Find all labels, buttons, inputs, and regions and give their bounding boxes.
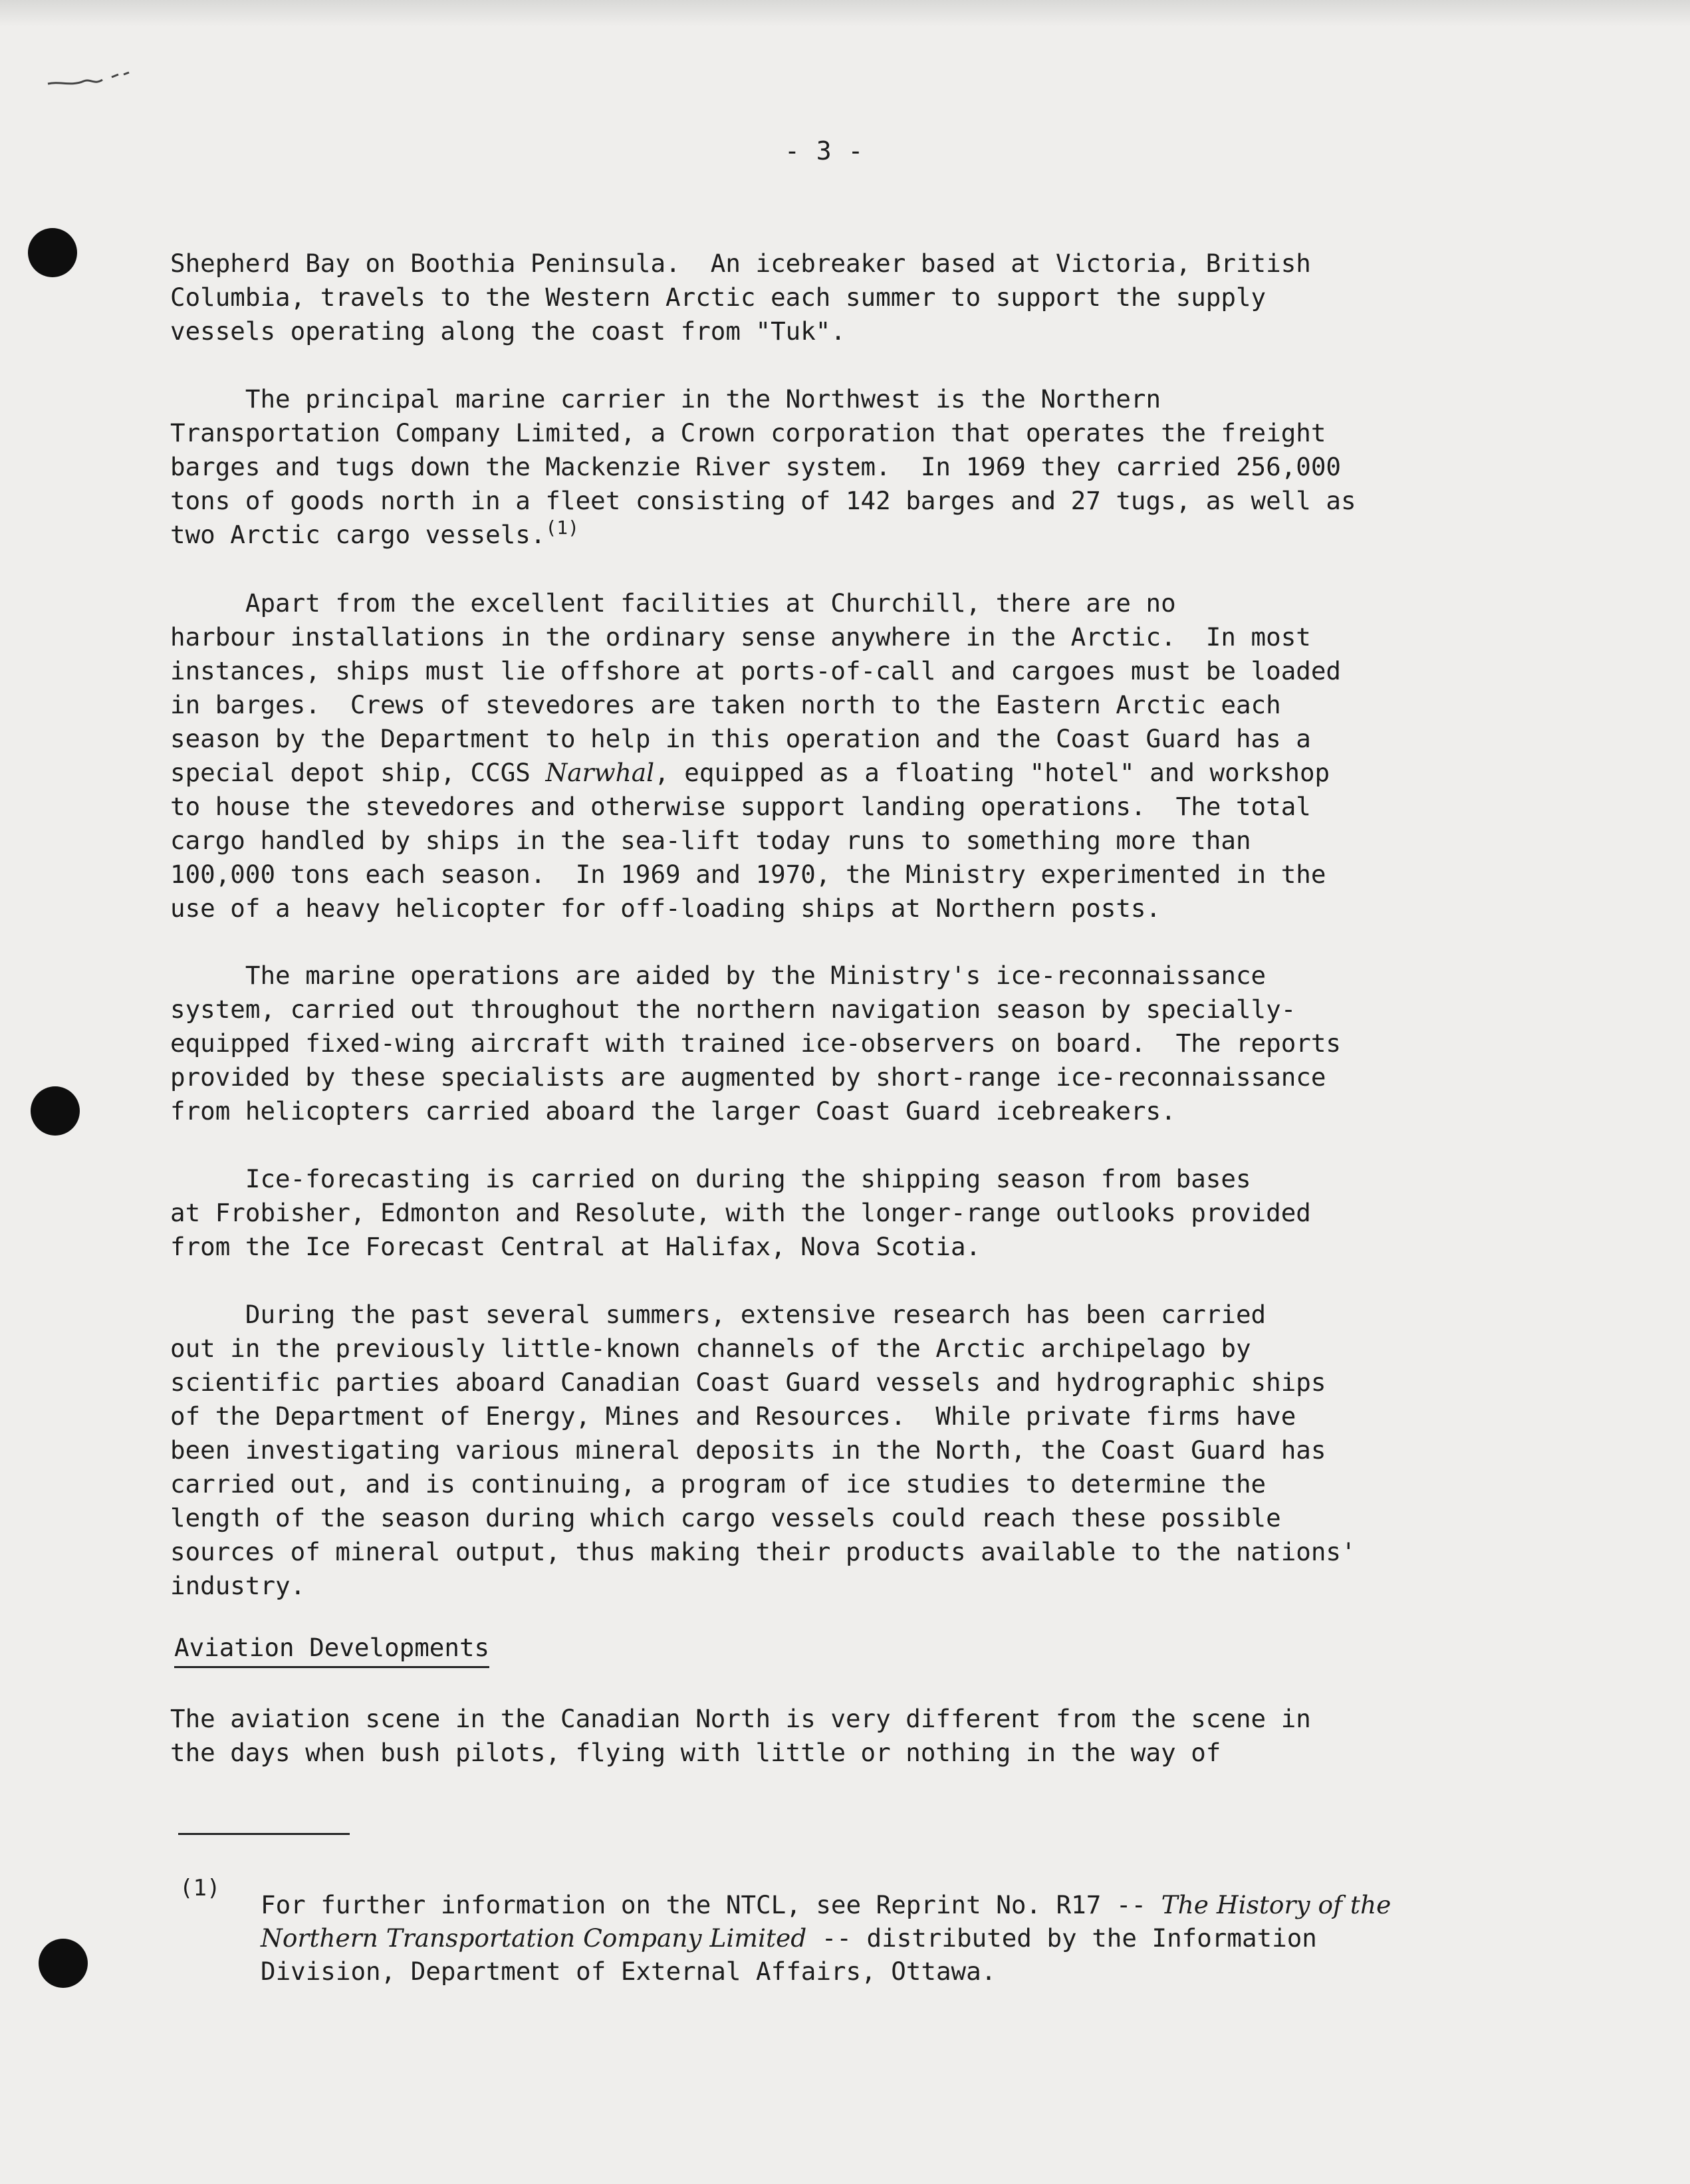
- text-line: of the Department of Energy, Mines and Resources. While private firms have: [170, 1401, 1296, 1431]
- text-line: barges and tugs down the Mackenzie River system. In 1969 they carried 256,000: [170, 452, 1341, 481]
- text-line: length of the season during which cargo vessels could reach these possible: [170, 1503, 1281, 1532]
- text-line: Ice-forecasting is carried on during the shipping season from bases: [170, 1164, 1251, 1193]
- text-line: Columbia, travels to the Western Arctic each summer to support the supply: [170, 283, 1267, 312]
- text-line: The marine operations are aided by the Ministry's ice-reconnaissance: [170, 961, 1267, 990]
- text-line: season by the Department to help in this operation and the Coast Guard has a: [170, 724, 1311, 753]
- aviation-paragraph: [170, 1702, 1500, 1770]
- footnote-line: Division, Department of External Affairs, Ottawa.: [261, 1957, 997, 1986]
- text-line: During the past several summers, extensive research has been carried: [170, 1300, 1267, 1329]
- text-line: to house the stevedores and otherwise support landing operations. The total: [170, 792, 1311, 821]
- text-line: two Arctic cargo vessels.: [170, 520, 546, 549]
- text-line: system, carried out throughout the northern navigation season by specially-: [170, 995, 1296, 1024]
- pen-mark: [47, 66, 146, 93]
- punch-hole-bottom: [39, 1939, 88, 1988]
- text-line: , equipped as a floating "hotel" and workshop: [654, 758, 1330, 787]
- text-line: industry.: [170, 1571, 306, 1600]
- paragraph-1: [170, 247, 1500, 348]
- text-line: at Frobisher, Edmonton and Resolute, with the longer-range outlooks provided: [170, 1198, 1311, 1227]
- text-line: 100,000 tons each season. In 1969 and 1970, the Ministry experimented in the: [170, 860, 1326, 889]
- punch-hole-middle: [31, 1086, 80, 1136]
- text-line: scientific parties aboard Canadian Coast Guard vessels and hydrographic ships: [170, 1368, 1326, 1397]
- text-line: from the Ice Forecast Central at Halifax, Nova Scotia.: [170, 1232, 981, 1261]
- text-line: carried out, and is continuing, a program of ice studies to determine the: [170, 1469, 1267, 1499]
- text-line: vessels operating along the coast from "Tuk".: [170, 316, 846, 346]
- footnote-text: [261, 1888, 1643, 1988]
- paragraph-3: [170, 586, 1500, 925]
- scan-shadow: [0, 0, 1690, 27]
- text-line: provided by these specialists are augmented by short-range ice-reconnaissance: [170, 1062, 1326, 1092]
- text-line: instances, ships must lie offshore at ports-of-call and cargoes must be loaded: [170, 656, 1341, 685]
- footnote-line: -- distributed by the Information: [806, 1923, 1317, 1953]
- paragraph-2: [170, 382, 1500, 552]
- footnote-ref: (1): [545, 517, 580, 539]
- text-line: out in the previously little-known channels of the Arctic archipelago by: [170, 1334, 1251, 1363]
- text-line: Apart from the excellent facilities at Churchill, there are no: [170, 588, 1176, 618]
- page-number: - 3 -: [785, 136, 864, 166]
- text-line: use of a heavy helicopter for off-loading ships at Northern posts.: [170, 894, 1161, 923]
- paragraph-5: [170, 1162, 1500, 1264]
- text-line: in barges. Crews of stevedores are taken north to the Eastern Arctic each: [170, 690, 1281, 719]
- paragraph-4: [170, 959, 1500, 1128]
- text-line: The aviation scene in the Canadian North is very different from the scene in: [170, 1704, 1311, 1733]
- ship-name: Narwhal: [545, 758, 655, 787]
- paragraph-6: [170, 1298, 1500, 1603]
- text-line: cargo handled by ships in the sea-lift today runs to something more than: [170, 826, 1251, 855]
- footnote-title: The History of the: [1161, 1890, 1391, 1919]
- text-line: The principal marine carrier in the Northwest is the Northern: [170, 384, 1161, 414]
- section-heading: Aviation Developments: [174, 1631, 489, 1668]
- text-line: from helicopters carried aboard the larger Coast Guard icebreakers.: [170, 1096, 1176, 1126]
- text-line: equipped fixed-wing aircraft with trained ice-observers on board. The reports: [170, 1029, 1341, 1058]
- text-line: the days when bush pilots, flying with little or nothing in the way of: [170, 1738, 1221, 1767]
- text-line: special depot ship, CCGS: [170, 758, 546, 787]
- footnote-divider: [178, 1833, 350, 1835]
- text-line: Shepherd Bay on Boothia Peninsula. An icebreaker based at Victoria, British: [170, 249, 1311, 278]
- punch-hole-top: [28, 228, 77, 277]
- footnote-line: For further information on the NTCL, see Reprint No. R17 --: [261, 1890, 1161, 1919]
- text-line: harbour installations in the ordinary sense anywhere in the Arctic. In most: [170, 622, 1311, 652]
- footnote-title: Northern Transportation Company Limited: [261, 1923, 807, 1953]
- footnote-number: (1): [180, 1875, 221, 1901]
- text-line: sources of mineral output, thus making their products available to the nations': [170, 1537, 1356, 1566]
- text-line: been investigating various mineral deposits in the North, the Coast Guard has: [170, 1435, 1326, 1465]
- text-line: tons of goods north in a fleet consisting of 142 barges and 27 tugs, as well as: [170, 486, 1356, 515]
- text-line: Transportation Company Limited, a Crown corporation that operates the freight: [170, 418, 1326, 447]
